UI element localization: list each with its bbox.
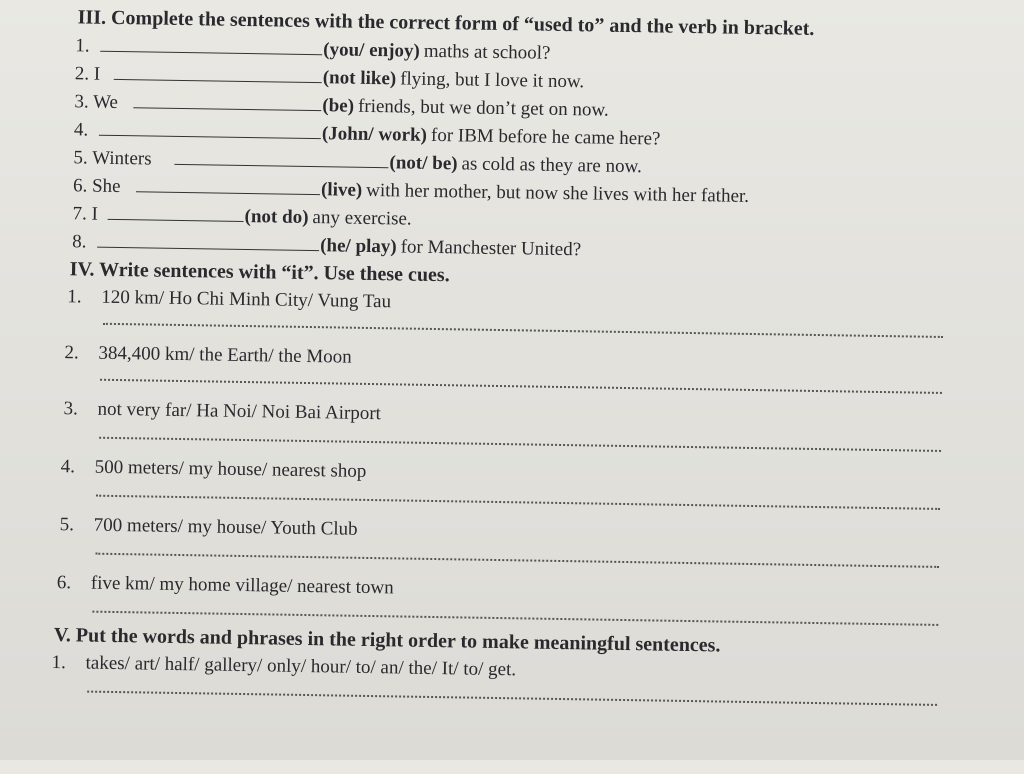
s3-item-7-num: 7. I — [72, 203, 99, 225]
s4-item-5 — [60, 514, 358, 541]
s3-item-1 — [75, 34, 551, 64]
s3-item-3-cue: (be) — [322, 95, 355, 117]
s3-item-4-blank[interactable] — [99, 119, 321, 139]
s5-item-1-num: 1. — [51, 652, 67, 674]
s5-item-1-text: takes/ art/ half/ gallery/ only/ hour/ to/ an/ the/ It/ to/ get. — [85, 652, 517, 681]
s4-item-2 — [64, 342, 352, 369]
s4-item-1 — [67, 286, 391, 313]
s4-item-1-num: 1. — [67, 286, 82, 308]
worksheet-sheet — [44, 0, 976, 774]
s5-answer-line-1[interactable] — [87, 691, 937, 706]
s3-item-4-rest: for IBM before he came here? — [430, 124, 661, 150]
s3-item-3-blank[interactable] — [133, 91, 321, 111]
s3-item-6-blank[interactable] — [136, 175, 320, 195]
s3-item-1-cue: (you/ enjoy) — [323, 39, 420, 62]
s3-item-1-blank[interactable] — [100, 35, 322, 55]
section-4-title: IV. Write sentences with “it”. Use these cues. — [69, 258, 450, 287]
section-3-title: III. Complete the sentences with the correct form of “used to” and the verb in bracket. — [77, 6, 815, 40]
s3-item-8-cue: (he/ play) — [320, 235, 397, 258]
s4-item-6 — [57, 572, 394, 599]
s5-item-1 — [51, 652, 516, 681]
s3-item-7-cue: (not do) — [244, 205, 309, 228]
s3-item-7-blank[interactable] — [108, 203, 244, 222]
s4-item-2-num: 2. — [64, 342, 79, 364]
s3-item-4-num: 4. — [73, 119, 89, 141]
s3-item-5-rest: as cold as they are now. — [461, 153, 642, 178]
s3-item-2-rest: flying, but I love it now. — [399, 68, 585, 93]
s3-item-6-num: 6. She — [72, 175, 121, 198]
s3-item-1-num: 1. — [75, 35, 90, 57]
s4-answer-line-3[interactable] — [99, 437, 941, 452]
s3-item-7-rest: any exercise. — [312, 207, 412, 230]
s4-item-1-text: 120 km/ Ho Chi Minh City/ Vung Tau — [101, 286, 392, 313]
s3-item-8-blank[interactable] — [97, 231, 319, 251]
s3-item-5-num: 5. Winters — [73, 147, 152, 170]
s3-item-4-cue: (John/ work) — [321, 123, 428, 146]
s4-item-4-text: 500 meters/ my house/ nearest shop — [94, 456, 367, 482]
s4-answer-line-5[interactable] — [95, 553, 939, 568]
s4-item-3-text: not very far/ Ha Noi/ Noi Bai Airport — [97, 398, 382, 425]
s3-item-2-num: 2. I — [74, 63, 101, 85]
s4-item-3-num: 3. — [63, 398, 78, 420]
s4-item-5-text: 700 meters/ my house/ Youth Club — [93, 514, 358, 540]
s4-item-4 — [60, 456, 366, 483]
s4-item-5-num: 5. — [59, 514, 75, 536]
s3-item-6 — [73, 174, 749, 208]
s4-item-6-text: five km/ my home village/ nearest town — [90, 572, 394, 599]
s3-item-3-num: 3. We — [74, 91, 119, 113]
s4-answer-line-1[interactable] — [103, 323, 943, 338]
s3-item-2 — [75, 62, 585, 93]
s3-item-2-cue: (not like) — [322, 67, 397, 90]
s3-item-7 — [72, 202, 411, 230]
s3-item-8-num: 8. — [72, 231, 87, 253]
s3-item-5-cue: (not/ be) — [389, 152, 458, 175]
s3-item-5-blank[interactable] — [174, 148, 388, 168]
s4-answer-line-2[interactable] — [100, 379, 942, 394]
s3-item-8 — [72, 230, 581, 261]
s4-item-2-text: 384,400 km/ the Earth/ the Moon — [98, 342, 352, 368]
section-5-title: V. Put the words and phrases in the right order to make meaningful sentences. — [53, 624, 721, 657]
s4-item-3 — [63, 398, 381, 425]
s4-answer-line-6[interactable] — [92, 611, 938, 626]
s4-item-6-num: 6. — [56, 572, 72, 594]
s3-item-5 — [73, 146, 642, 178]
s3-item-2-blank[interactable] — [114, 63, 322, 83]
s3-item-3-rest: friends, but we don’t get on now. — [357, 95, 609, 121]
s3-item-6-rest: with her mother, but now she lives with her father. — [366, 179, 750, 207]
s3-item-3 — [74, 90, 609, 121]
s3-item-4 — [74, 118, 661, 150]
s3-item-6-cue: (live) — [320, 179, 363, 201]
s3-item-1-rest: maths at school? — [423, 40, 551, 64]
s4-item-4-num: 4. — [60, 456, 76, 478]
s4-answer-line-4[interactable] — [96, 495, 940, 510]
s3-item-8-rest: for Manchester United? — [400, 236, 582, 261]
